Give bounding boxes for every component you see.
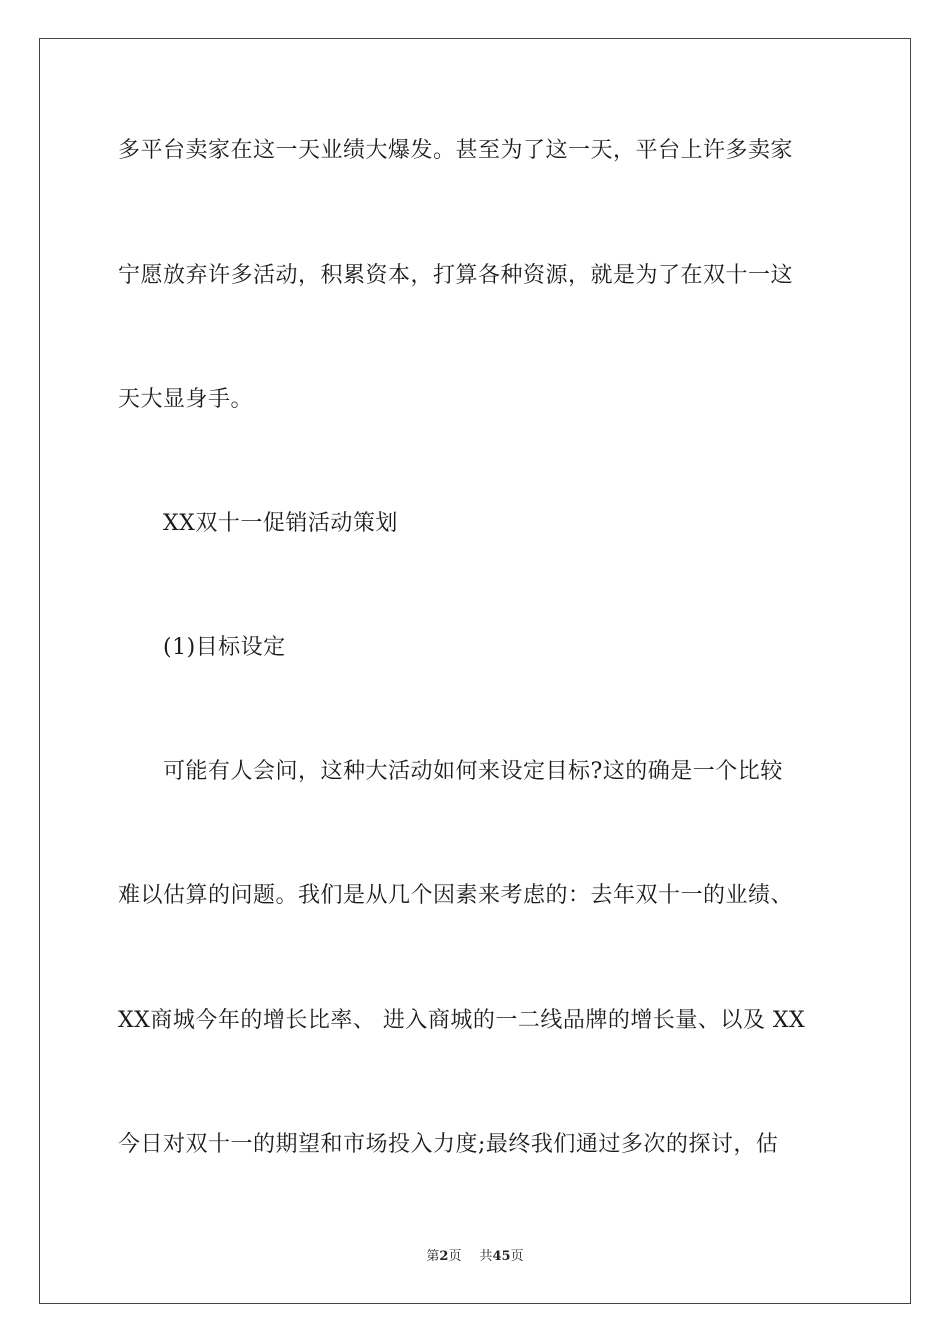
body-text-line-7: 今日对双十一的期望和市场投入力度;最终我们通过多次的探讨，估 [118,1132,779,1157]
footer-total-pages: 45 [492,1249,511,1264]
body-text-line-5: 难以估算的问题。我们是从几个因素来考虑的：去年双十一的业绩、 [118,883,794,908]
footer-page-prefix: 第 [426,1249,440,1264]
footer-total-prefix: 共 [479,1249,493,1264]
body-text-line-6: XX商城今年的增长比率、 进入商城的一二线品牌的增长量、以及 XX [118,1008,806,1033]
body-text-line-2: 宁愿放弃许多活动，积累资本，打算各种资源，就是为了在双十一这 [118,263,794,288]
page-border [39,38,911,1304]
section-heading: XX双十一促销活动策划 [163,511,398,536]
body-text-line-1: 多平台卖家在这一天业绩大爆发。甚至为了这一天，平台上许多卖家 [118,138,794,163]
page-footer [0,1248,950,1266]
body-text-line-4: 可能有人会问，这种大活动如何来设定目标?这的确是一个比较 [163,759,783,784]
body-text-line-3: 天大显身手。 [118,387,254,412]
subsection-heading: (1)目标设定 [163,635,286,660]
footer-total-suffix: 页 [510,1249,524,1264]
footer-page-suffix: 页 [448,1249,462,1264]
footer-page-number: 2 [439,1249,449,1264]
